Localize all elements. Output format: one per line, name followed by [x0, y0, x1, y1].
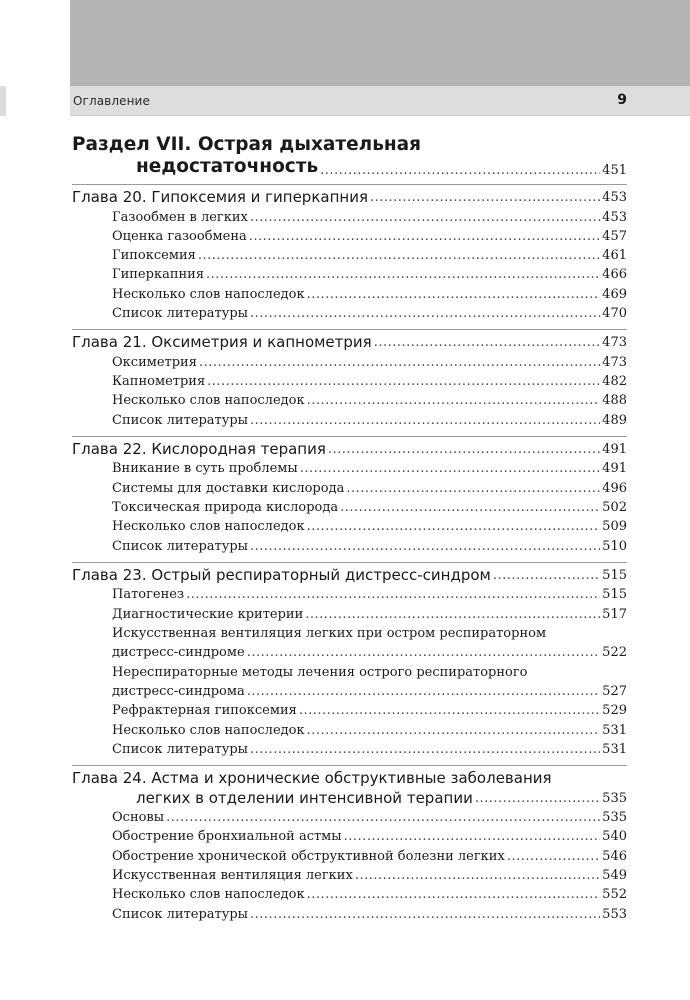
item-page: 553 — [602, 906, 627, 922]
item-page: 549 — [602, 868, 627, 884]
item-title: Оценка газообмена — [112, 228, 247, 244]
item-title: Несколько слов напоследок — [112, 286, 305, 302]
item-title: Список литературы — [112, 538, 249, 554]
toc-item[interactable] — [72, 701, 627, 720]
section-title-cont: недостаточность — [136, 156, 319, 177]
toc-item[interactable] — [72, 847, 627, 866]
item-title: Рефрактерная гипоксемия — [112, 703, 297, 719]
leader-dots — [374, 333, 600, 353]
chapter-page: 515 — [602, 567, 627, 583]
item-page: 461 — [602, 248, 627, 264]
item-page: 531 — [602, 722, 627, 738]
section-page: 451 — [602, 163, 627, 178]
leader-dots — [307, 517, 601, 536]
leader-dots — [250, 304, 600, 323]
toc-item[interactable] — [72, 391, 627, 410]
item-title: Обострение бронхиальной астмы — [112, 829, 342, 845]
toc-item[interactable] — [72, 285, 627, 304]
item-page: 469 — [602, 286, 627, 302]
item-page: 546 — [602, 848, 627, 864]
toc-item[interactable] — [72, 304, 627, 323]
item-title: Список литературы — [112, 741, 249, 757]
item-page: 522 — [602, 645, 627, 661]
item-title: Список литературы — [112, 906, 249, 922]
item-page: 457 — [602, 228, 627, 244]
leader-dots — [507, 847, 600, 866]
item-page: 517 — [602, 606, 627, 622]
toc-item[interactable] — [72, 537, 627, 556]
item-title: Оксиметрия — [112, 354, 197, 370]
leader-dots — [247, 682, 600, 701]
leader-dots — [199, 353, 600, 372]
toc-item[interactable] — [72, 885, 627, 904]
leader-dots — [307, 391, 601, 410]
item-title: Список литературы — [112, 412, 249, 428]
item-title: Гипоксемия — [112, 248, 196, 264]
leader-dots — [300, 459, 600, 478]
leader-dots — [299, 701, 600, 720]
toc-item[interactable] — [72, 827, 627, 846]
leader-dots — [320, 163, 600, 178]
item-title-line2: дистресс-синдрома — [112, 683, 245, 699]
item-title-line1[interactable]: Нереспираторные методы лечения острого респираторного — [112, 664, 528, 680]
item-page: 453 — [602, 209, 627, 225]
chapter-page: 491 — [602, 441, 627, 457]
chapter-title-cont: легких в отделении интенсивной терапии — [136, 788, 473, 807]
leader-dots — [307, 721, 601, 740]
chapter-title: Глава 22. Кислородная терапия — [72, 439, 326, 458]
header-page-number: 9 — [617, 92, 627, 108]
item-title: Искусственная вентиляция легких — [112, 868, 353, 884]
item-title: Несколько слов напоследок — [112, 722, 305, 738]
page-edge-mark — [0, 86, 6, 116]
leader-dots — [328, 440, 600, 460]
leader-dots — [250, 740, 600, 759]
item-page: 496 — [602, 480, 627, 496]
running-header — [70, 86, 690, 116]
leader-dots — [249, 227, 600, 246]
toc-item[interactable] — [72, 372, 627, 391]
chapter-page: 473 — [602, 335, 627, 351]
item-page: 531 — [602, 741, 627, 757]
leader-dots — [206, 265, 600, 284]
item-page: 482 — [602, 374, 627, 390]
chapter-23-row[interactable] — [72, 566, 627, 586]
toc-item[interactable] — [72, 208, 627, 227]
chapter-page: 453 — [602, 190, 627, 205]
item-title: Вникание в суть проблемы — [112, 461, 298, 477]
leader-dots — [250, 411, 600, 430]
leader-dots — [355, 866, 600, 885]
leader-dots — [307, 285, 601, 304]
item-page: 488 — [602, 393, 627, 409]
item-title: Патогенез — [112, 587, 185, 603]
leader-dots — [307, 885, 601, 904]
chapter-21-row[interactable] — [72, 333, 627, 353]
toc-item[interactable] — [72, 740, 627, 759]
top-gray-band — [70, 0, 690, 86]
item-page: 529 — [602, 703, 627, 719]
item-title-line1[interactable]: Искусственная вентиляция легких при остром респираторном — [112, 626, 547, 642]
toc-item[interactable] — [72, 643, 627, 662]
item-title: Газообмен в легких — [112, 209, 248, 225]
toc-item[interactable] — [72, 227, 627, 246]
leader-dots — [186, 585, 600, 604]
item-page: 466 — [602, 267, 627, 283]
leader-dots — [166, 808, 600, 827]
item-title: Обострение хронической обструктивной болезни легких — [112, 848, 505, 864]
item-title: Капнометрия — [112, 374, 206, 390]
chapter-divider — [72, 765, 627, 766]
section-title: Раздел VII. Острая дыхательная — [72, 134, 422, 155]
section-title-row[interactable] — [72, 156, 627, 178]
item-page: 509 — [602, 519, 627, 535]
chapter-24-row[interactable] — [72, 789, 627, 809]
chapter-divider — [72, 436, 627, 437]
item-title-line2: дистресс-синдроме — [112, 645, 245, 661]
toc-item[interactable] — [72, 265, 627, 284]
item-page: 515 — [602, 587, 627, 603]
toc-item[interactable] — [72, 353, 627, 372]
leader-dots — [305, 605, 600, 624]
toc-item[interactable] — [72, 498, 627, 517]
toc-item[interactable] — [72, 808, 627, 827]
chapter-divider — [72, 184, 627, 185]
item-page: 491 — [602, 461, 627, 477]
item-title: Несколько слов напоследок — [112, 519, 305, 535]
header-label: Оглавление — [73, 94, 150, 108]
item-page: 510 — [602, 538, 627, 554]
item-title: Диагностические критерии — [112, 606, 304, 622]
toc-item[interactable] — [72, 866, 627, 885]
item-page: 502 — [602, 500, 627, 516]
item-page: 540 — [602, 829, 627, 845]
leader-dots — [247, 643, 600, 662]
toc-item[interactable] — [72, 459, 627, 478]
toc-item[interactable] — [72, 605, 627, 624]
item-title: Системы для доставки кислорода — [112, 480, 345, 496]
toc-item[interactable] — [72, 479, 627, 498]
leader-dots — [250, 208, 600, 227]
chapter-divider — [72, 329, 627, 330]
item-title: Токсическая природа кислорода — [112, 500, 339, 516]
toc-item[interactable] — [72, 682, 627, 701]
item-page: 489 — [602, 412, 627, 428]
chapter-title: Глава 23. Острый респираторный дистресс-синдром — [72, 565, 491, 584]
table-of-contents — [72, 134, 627, 924]
item-title: Основы — [112, 810, 165, 826]
item-title: Несколько слов напоследок — [112, 887, 305, 903]
chapter-22-row[interactable] — [72, 440, 627, 460]
chapter-20-row[interactable] — [72, 188, 627, 208]
chapter-24-title[interactable]: Глава 24. Астма и хронические обструктивные заболевания — [72, 769, 552, 788]
leader-dots — [250, 905, 600, 924]
chapter-divider — [72, 562, 627, 563]
leader-dots — [344, 827, 601, 846]
leader-dots — [370, 188, 600, 208]
toc-item[interactable] — [72, 905, 627, 924]
item-page: 473 — [602, 354, 627, 370]
item-page: 527 — [602, 683, 627, 699]
leader-dots — [250, 537, 600, 556]
item-page: 470 — [602, 305, 627, 321]
leader-dots — [340, 498, 600, 517]
chapter-title: Глава 21. Оксиметрия и капнометрия — [72, 333, 372, 352]
toc-item[interactable] — [72, 721, 627, 740]
leader-dots — [493, 566, 600, 586]
item-page: 552 — [602, 887, 627, 903]
toc-item[interactable] — [72, 411, 627, 430]
item-title: Гиперкапния — [112, 267, 205, 283]
leader-dots — [198, 246, 600, 265]
leader-dots — [346, 479, 600, 498]
toc-item[interactable] — [72, 585, 627, 604]
toc-item[interactable] — [72, 246, 627, 265]
toc-item[interactable] — [72, 517, 627, 536]
chapter-title: Глава 20. Гипоксемия и гиперкапния — [72, 188, 368, 206]
chapter-page: 535 — [602, 790, 627, 806]
item-title: Список литературы — [112, 305, 249, 321]
leader-dots — [207, 372, 600, 391]
leader-dots — [475, 789, 600, 809]
item-page: 535 — [602, 810, 627, 826]
item-title: Несколько слов напоследок — [112, 393, 305, 409]
